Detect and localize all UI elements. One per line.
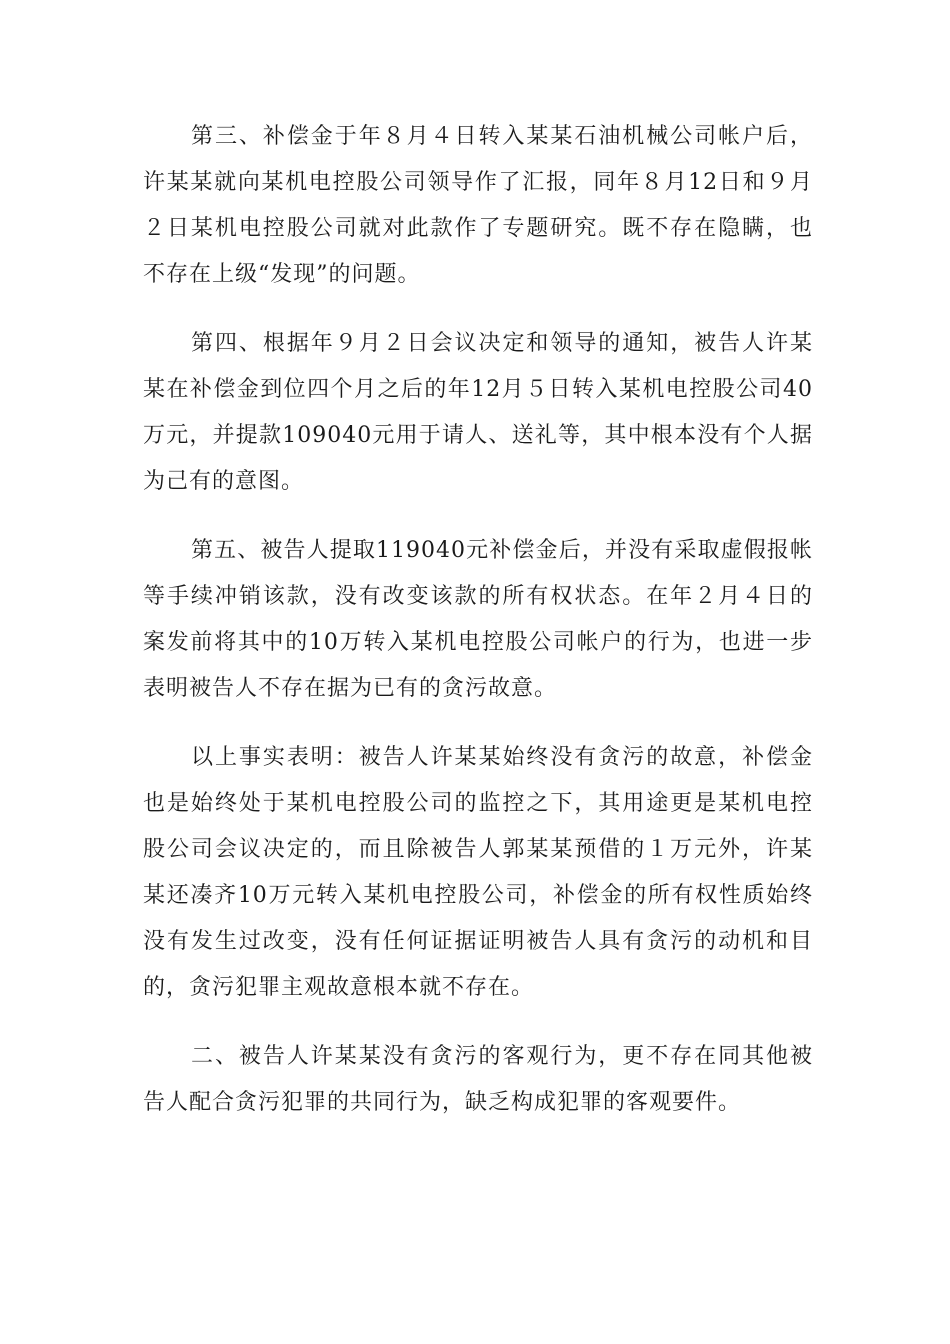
document-body [143,114,813,1149]
paragraph-line: 的，贪污犯罪主观故意根本就不存在。 [143,975,535,1000]
paragraph-line: 某在补偿金到位四个月之后的年12月５日转入某机电控股公司40 [143,377,813,402]
paragraph-line: 股公司会议决定的，而且除被告人郭某某预借的１万元外，许某 [143,837,813,862]
paragraph-line: 也是始终处于某机电控股公司的监控之下，其用途更是某机电控 [143,791,813,816]
paragraph-line: 许某某就向某机电控股公司领导作了汇报，同年８月12日和９月 [143,170,813,195]
paragraph-line: 表明被告人不存在据为已有的贪污故意。 [143,676,558,701]
paragraph-line: 第三、补偿金于年８月４日转入某某石油机械公司帐户后， [191,124,813,149]
paragraph-section-two-heading [143,1034,813,1126]
paragraph-line: 为己有的意图。 [143,469,305,494]
paragraph-line: 等手续冲销该款，没有改变该款的所有权状态。在年２月４日的 [143,584,813,609]
paragraph-conclusion [143,735,813,1011]
paragraph-compensation-report [143,114,813,298]
paragraph-line: 以上事实表明：被告人许某某始终没有贪污的故意，补偿金 [191,745,813,770]
paragraph-line: 不存在上级“发现”的问题。 [143,262,421,287]
paragraph-line: 某还凑齐10万元转入某机电控股公司，补偿金的所有权性质始终 [143,883,813,908]
paragraph-line: 案发前将其中的10万转入某机电控股公司帐户的行为，也进一步 [143,630,813,655]
paragraph-meeting-decision [143,321,813,505]
paragraph-line: 没有发生过改变，没有任何证据证明被告人具有贪污的动机和目 [143,929,813,954]
paragraph-line: 第四、根据年９月２日会议决定和领导的通知，被告人许某 [191,331,813,356]
paragraph-line: 第五、被告人提取119040元补偿金后，并没有采取虚假报帐 [191,538,813,563]
paragraph-line: 二、被告人许某某没有贪污的客观行为，更不存在同其他被 [191,1044,813,1069]
paragraph-line: ２日某机电控股公司就对此款作了专题研究。既不存在隐瞒，也 [143,216,813,241]
paragraph-withdrawal [143,528,813,712]
paragraph-line: 告人配合贪污犯罪的共同行为，缺乏构成犯罪的客观要件。 [143,1090,742,1115]
paragraph-line: 万元，并提款109040元用于请人、送礼等，其中根本没有个人据 [143,423,813,448]
